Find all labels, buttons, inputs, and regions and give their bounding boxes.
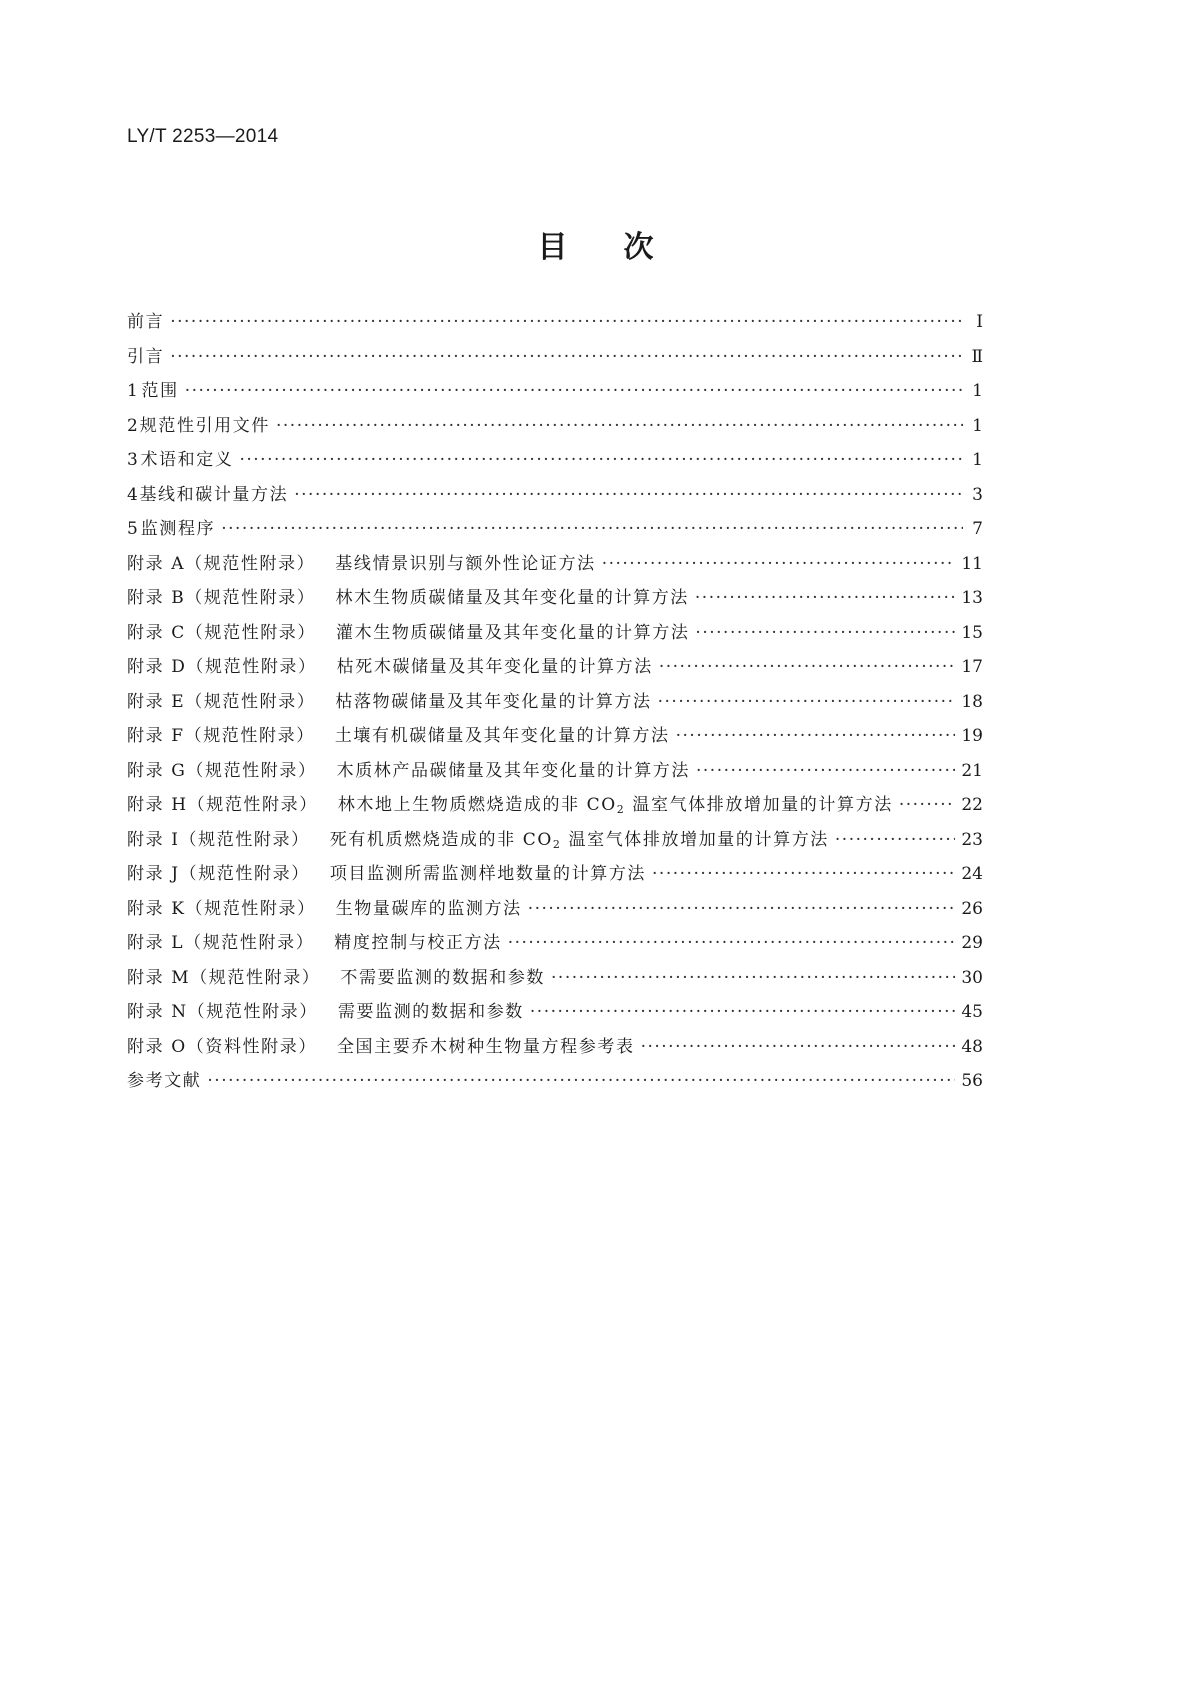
toc-annex-title bbox=[330, 830, 829, 850]
toc-entry-annex-a[interactable] bbox=[127, 549, 983, 584]
toc-entry-page: 23 bbox=[961, 829, 983, 850]
toc-annex-designation: 附录 N（规范性附录） bbox=[127, 1002, 318, 1022]
toc-entry-label bbox=[127, 687, 652, 712]
toc-entry-annex-l[interactable] bbox=[127, 928, 983, 963]
toc-annex-designation: 附录 L（规范性附录） bbox=[127, 933, 315, 953]
toc-entry-introduction[interactable] bbox=[127, 342, 983, 377]
toc-entry-annex-o[interactable] bbox=[127, 1032, 983, 1067]
toc-entry-annex-c[interactable] bbox=[127, 618, 983, 653]
toc-entry-label bbox=[127, 618, 689, 643]
toc-entry-page: 26 bbox=[961, 898, 983, 919]
toc-entry-2[interactable] bbox=[127, 411, 983, 446]
toc-entry-label: 前言 bbox=[127, 312, 165, 332]
toc-entry-page: Ⅰ bbox=[976, 312, 983, 332]
toc-annex-title: 全国主要乔木树种生物量方程参考表 bbox=[336, 1036, 635, 1057]
toc-entry-3[interactable] bbox=[127, 445, 983, 480]
toc-leader-dots bbox=[170, 312, 963, 332]
toc-entry-page: 45 bbox=[961, 1002, 983, 1022]
toc-entry-label bbox=[127, 721, 670, 746]
toc-leader-dots bbox=[551, 968, 955, 988]
toc-leader-dots bbox=[652, 864, 955, 884]
toc-annex-title: 生物量碳库的监测方法 bbox=[335, 898, 522, 919]
toc-annex-title: 基线情景识别与额外性论证方法 bbox=[335, 553, 596, 574]
toc-entry-page: 13 bbox=[961, 588, 983, 608]
toc-leader-dots bbox=[899, 795, 956, 815]
toc-entry-label: 范围 bbox=[141, 381, 179, 401]
toc-leader-dots bbox=[659, 657, 956, 677]
toc-annex-designation: 附录 F（规范性附录） bbox=[127, 726, 315, 746]
standard-code: LY/T 2253—2014 bbox=[127, 126, 279, 147]
toc-entry-label bbox=[127, 652, 653, 677]
toc-annex-designation: 附录 B（规范性附录） bbox=[127, 588, 316, 608]
toc-annex-title: 枯落物碳储量及其年变化量的计算方法 bbox=[335, 691, 652, 712]
toc-entry-number: 1 bbox=[127, 381, 138, 401]
toc-entry-label: 术语和定义 bbox=[140, 450, 234, 470]
toc-entry-annex-h[interactable] bbox=[127, 790, 983, 825]
toc-leader-dots bbox=[695, 623, 955, 643]
toc-entry-annex-k[interactable] bbox=[127, 894, 983, 929]
subscript: 2 bbox=[552, 837, 562, 851]
toc-annex-title: 木质林产品碳储量及其年变化量的计算方法 bbox=[336, 760, 690, 781]
toc-entry-label bbox=[127, 825, 829, 850]
toc-entry-page: 24 bbox=[961, 864, 983, 884]
toc-annex-title bbox=[338, 795, 893, 815]
toc-annex-designation: 附录 H（规范性附录） bbox=[127, 795, 318, 815]
toc-entry-number: 3 bbox=[127, 450, 138, 470]
toc-entry-label bbox=[127, 790, 893, 815]
toc-leader-dots bbox=[676, 726, 956, 746]
toc-annex-designation: 附录 M（规范性附录） bbox=[127, 967, 321, 988]
subscript: 2 bbox=[616, 803, 626, 816]
toc-annex-title-part: 死有机质燃烧造成的非 CO bbox=[329, 829, 553, 850]
toc-entry-label bbox=[127, 549, 596, 574]
toc-entry-annex-n[interactable] bbox=[127, 997, 983, 1032]
toc-entry-annex-e[interactable] bbox=[127, 687, 983, 722]
toc-entry-label: 监测程序 bbox=[140, 519, 216, 539]
toc-entry-foreword[interactable] bbox=[127, 307, 983, 342]
toc-entry-page: 7 bbox=[972, 519, 983, 539]
toc-leader-dots bbox=[641, 1037, 956, 1057]
toc-leader-dots bbox=[528, 899, 956, 919]
toc-entry-label bbox=[127, 997, 524, 1022]
toc-entry-annex-m[interactable] bbox=[127, 963, 983, 998]
toc-entry-page: 19 bbox=[961, 726, 983, 746]
toc-entry-page: 29 bbox=[961, 933, 983, 953]
toc-entry-number: 5 bbox=[127, 519, 138, 539]
toc-entry-page: 15 bbox=[961, 622, 983, 643]
toc-leader-dots bbox=[294, 485, 963, 505]
toc-leader-dots bbox=[207, 1071, 955, 1091]
toc-entry-annex-j[interactable] bbox=[127, 859, 983, 894]
toc-annex-title: 项目监测所需监测样地数量的计算方法 bbox=[329, 864, 647, 884]
toc-entry-page: 56 bbox=[961, 1071, 983, 1091]
toc-annex-title: 需要监测的数据和参数 bbox=[337, 1002, 524, 1022]
toc-entry-references[interactable] bbox=[127, 1066, 983, 1101]
toc-entry-page: 3 bbox=[972, 484, 983, 505]
toc-entry-label: 参考文献 bbox=[127, 1071, 202, 1091]
toc-entry-label bbox=[127, 859, 646, 884]
toc-entry-page: 11 bbox=[961, 553, 983, 574]
toc-annex-designation: 附录 O（资料性附录） bbox=[127, 1036, 317, 1057]
toc-entry-label bbox=[127, 963, 545, 988]
toc-leader-dots bbox=[602, 554, 956, 574]
toc-annex-designation: 附录 D（规范性附录） bbox=[127, 657, 317, 677]
toc-annex-title: 不需要监测的数据和参数 bbox=[340, 967, 546, 988]
toc-annex-designation: 附录 K（规范性附录） bbox=[127, 898, 316, 919]
toc-entry-annex-d[interactable] bbox=[127, 652, 983, 687]
toc-leader-dots bbox=[835, 830, 955, 850]
toc-leader-dots bbox=[658, 692, 956, 712]
page-title: 目次 bbox=[537, 230, 710, 265]
toc-annex-designation: 附录 G（规范性附录） bbox=[127, 760, 317, 781]
toc-entry-label bbox=[127, 583, 689, 608]
toc-annex-designation: 附录 I（规范性附录） bbox=[127, 829, 310, 850]
toc-entry-number: 2 bbox=[127, 415, 138, 436]
toc-entry-annex-i[interactable] bbox=[127, 825, 983, 860]
toc-entry-5[interactable] bbox=[127, 514, 983, 549]
toc-annex-title-part: 温室气体排放增加量的计算方法 bbox=[561, 829, 829, 850]
toc-entry-label bbox=[127, 928, 502, 953]
toc-entry-label bbox=[127, 1032, 635, 1057]
toc-entry-page: 30 bbox=[961, 967, 983, 988]
toc-leader-dots bbox=[276, 416, 963, 436]
toc-leader-dots bbox=[530, 1002, 955, 1022]
toc-annex-title: 土壤有机碳储量及其年变化量的计算方法 bbox=[334, 726, 670, 746]
toc-leader-dots bbox=[170, 347, 963, 367]
toc-entry-page: 21 bbox=[961, 760, 983, 781]
toc-entry-page: 22 bbox=[961, 795, 983, 815]
toc-entry-page: 1 bbox=[972, 415, 983, 436]
toc-annex-title: 精度控制与校正方法 bbox=[334, 933, 502, 953]
toc-annex-title-part: 林木地上生物质燃烧造成的非 CO bbox=[337, 795, 617, 815]
toc-leader-dots bbox=[185, 381, 963, 401]
toc-entry-page: 17 bbox=[961, 657, 983, 677]
toc-entry-page: 18 bbox=[961, 691, 983, 712]
toc-leader-dots bbox=[696, 761, 955, 781]
toc-entry-label: 基线和碳计量方法 bbox=[139, 484, 289, 505]
toc-leader-dots bbox=[695, 588, 955, 608]
toc-entry-4[interactable] bbox=[127, 480, 983, 515]
toc-annex-title-part: 温室气体排放增加量的计算方法 bbox=[625, 795, 893, 815]
toc-entry-page: 48 bbox=[961, 1036, 983, 1057]
toc-leader-dots bbox=[239, 450, 963, 470]
toc-entry-label bbox=[127, 756, 690, 781]
toc-entry-1[interactable] bbox=[127, 376, 983, 411]
toc-annex-designation: 附录 J（规范性附录） bbox=[127, 864, 310, 884]
toc-entry-label bbox=[127, 894, 522, 919]
toc-annex-designation: 附录 E（规范性附录） bbox=[127, 691, 316, 712]
toc-annex-title: 林木生物质碳储量及其年变化量的计算方法 bbox=[335, 588, 689, 608]
table-of-contents bbox=[127, 307, 983, 1101]
toc-entry-page: 1 bbox=[972, 381, 983, 401]
toc-leader-dots bbox=[508, 933, 956, 953]
toc-annex-title: 枯死木碳储量及其年变化量的计算方法 bbox=[336, 657, 653, 677]
toc-entry-annex-b[interactable] bbox=[127, 583, 983, 618]
toc-annex-designation: 附录 C（规范性附录） bbox=[127, 622, 317, 643]
toc-entry-page: Ⅱ bbox=[971, 346, 983, 367]
toc-entry-label: 规范性引用文件 bbox=[139, 415, 270, 436]
toc-entry-annex-g[interactable] bbox=[127, 756, 983, 791]
toc-annex-title: 灌木生物质碳储量及其年变化量的计算方法 bbox=[336, 622, 690, 643]
toc-leader-dots bbox=[221, 519, 963, 539]
toc-entry-label: 引言 bbox=[127, 346, 165, 367]
toc-entry-annex-f[interactable] bbox=[127, 721, 983, 756]
toc-entry-number: 4 bbox=[127, 484, 138, 505]
toc-annex-designation: 附录 A（规范性附录） bbox=[127, 553, 316, 574]
toc-entry-page: 1 bbox=[972, 450, 983, 470]
